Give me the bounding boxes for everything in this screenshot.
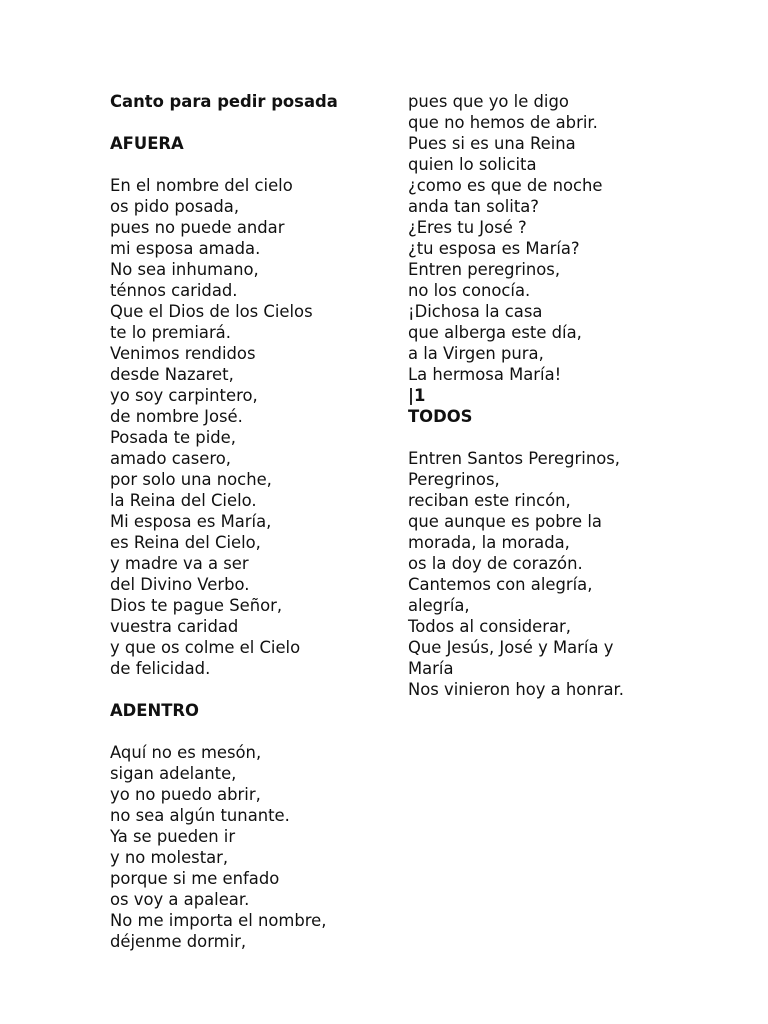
section-heading-adentro: ADENTRO xyxy=(110,701,199,720)
verse-line: vuestra caridad xyxy=(110,617,239,636)
verse-line: alegría, xyxy=(408,596,470,615)
verse-line: no sea algún tunante. xyxy=(110,806,290,825)
verse-line: Pues si es una Reina xyxy=(408,134,576,153)
verse-line: mi esposa amada. xyxy=(110,239,261,258)
verse-line: os pido posada, xyxy=(110,197,240,216)
verse-line: Entren Santos Peregrinos, xyxy=(408,449,620,468)
verse-line: te lo premiará. xyxy=(110,323,231,342)
document-title: Canto para pedir posada xyxy=(110,92,338,111)
verse-line: Venimos rendidos xyxy=(110,344,256,363)
verse-line: amado casero, xyxy=(110,449,231,468)
verse-line: Nos vinieron hoy a honrar. xyxy=(408,680,624,699)
verse-line: morada, la morada, xyxy=(408,533,570,552)
verse-line: Posada te pide, xyxy=(110,428,236,447)
verse-line: ¿como es que de noche xyxy=(408,176,603,195)
verse-line: ¡Dichosa la casa xyxy=(408,302,543,321)
verse-line: Que el Dios de los Cielos xyxy=(110,302,313,321)
verse-line: a la Virgen pura, xyxy=(408,344,544,363)
stanza-adentro-continued xyxy=(408,91,708,385)
verse-line: María xyxy=(408,659,454,678)
stanza-adentro xyxy=(110,742,400,952)
page-marker: |1 xyxy=(408,386,426,405)
verse-line: reciban este rincón, xyxy=(408,491,571,510)
verse-line: que no hemos de abrir. xyxy=(408,113,598,132)
verse-line: Mi esposa es María, xyxy=(110,512,272,531)
verse-line: por solo una noche, xyxy=(110,470,272,489)
verse-line: Entren peregrinos, xyxy=(408,260,561,279)
verse-line: Todos al considerar, xyxy=(408,617,571,636)
verse-line: déjenme dormir, xyxy=(110,932,247,951)
section-heading-afuera: AFUERA xyxy=(110,134,184,153)
verse-line: y no molestar, xyxy=(110,848,229,867)
verse-line: quien lo solicita xyxy=(408,155,537,174)
verse-line: y que os colme el Cielo xyxy=(110,638,301,657)
verse-line: ténnos caridad. xyxy=(110,281,238,300)
verse-line: es Reina del Cielo, xyxy=(110,533,261,552)
verse-line: pues no puede andar xyxy=(110,218,285,237)
stanza-afuera xyxy=(110,175,400,679)
verse-line: Ya se pueden ir xyxy=(110,827,236,846)
verse-line: En el nombre del cielo xyxy=(110,176,293,195)
verse-line: La hermosa María! xyxy=(408,365,562,384)
verse-line: la Reina del Cielo. xyxy=(110,491,257,510)
verse-line: pues que yo le digo xyxy=(408,92,569,111)
verse-line: yo soy carpintero, xyxy=(110,386,258,405)
verse-line: Dios te pague Señor, xyxy=(110,596,283,615)
stanza-todos xyxy=(408,448,708,700)
verse-line: porque si me enfado xyxy=(110,869,280,888)
right-column xyxy=(408,91,708,700)
verse-line: Cantemos con alegría, xyxy=(408,575,593,594)
verse-line: No me importa el nombre, xyxy=(110,911,327,930)
verse-line: de nombre José. xyxy=(110,407,243,426)
verse-line: No sea inhumano, xyxy=(110,260,259,279)
verse-line: Peregrinos, xyxy=(408,470,500,489)
verse-line: de felicidad. xyxy=(110,659,211,678)
verse-line: Aquí no es mesón, xyxy=(110,743,262,762)
verse-line: no los conocía. xyxy=(408,281,531,300)
section-heading-todos: TODOS xyxy=(408,407,473,426)
left-column xyxy=(110,91,400,952)
verse-line: ¿tu esposa es María? xyxy=(408,239,580,258)
verse-line: que alberga este día, xyxy=(408,323,582,342)
verse-line: ¿Eres tu José ? xyxy=(408,218,527,237)
verse-line: que aunque es pobre la xyxy=(408,512,602,531)
verse-line: os la doy de corazón. xyxy=(408,554,583,573)
verse-line: os voy a apalear. xyxy=(110,890,250,909)
verse-line: desde Nazaret, xyxy=(110,365,234,384)
verse-line: yo no puedo abrir, xyxy=(110,785,261,804)
verse-line: del Divino Verbo. xyxy=(110,575,250,594)
verse-line: sigan adelante, xyxy=(110,764,237,783)
verse-line: anda tan solita? xyxy=(408,197,540,216)
verse-line: y madre va a ser xyxy=(110,554,249,573)
verse-line: Que Jesús, José y María y xyxy=(408,638,614,657)
